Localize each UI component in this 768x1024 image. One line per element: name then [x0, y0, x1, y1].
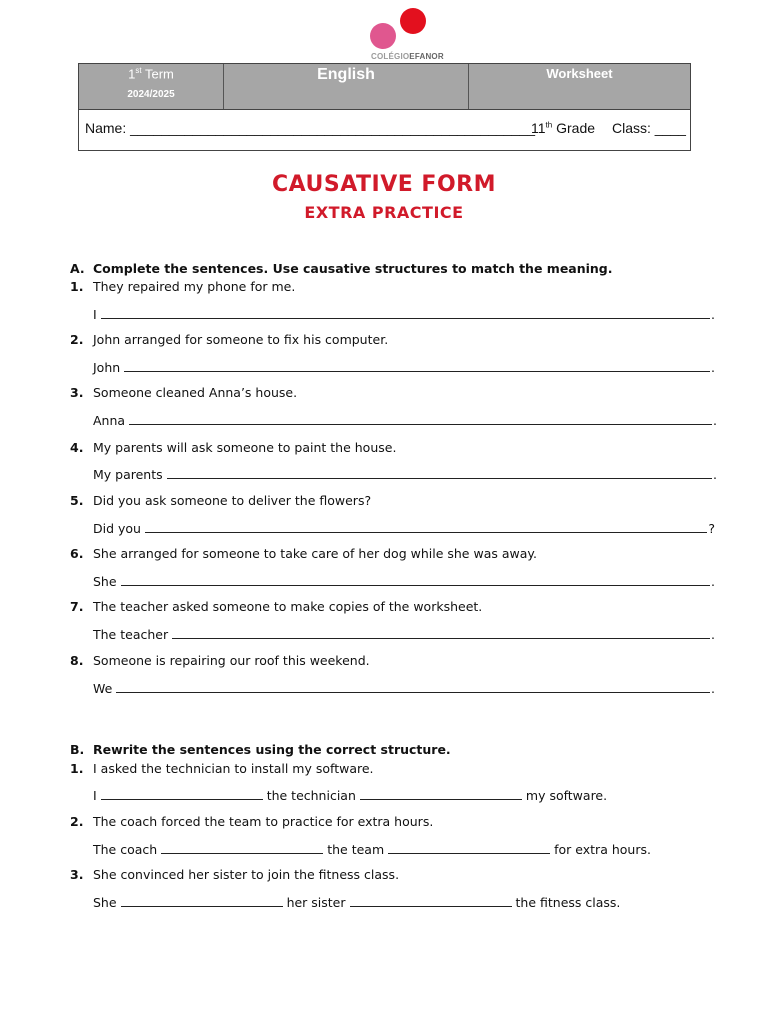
question-a7: 7. The teacher asked someone to make copies of the worksheet.	[70, 599, 483, 614]
header-table	[78, 63, 691, 151]
header-top-row	[79, 64, 690, 110]
answer-line-a3[interactable]: Anna .	[93, 413, 717, 428]
question-a3: 3. Someone cleaned Anna’s house.	[70, 385, 298, 400]
doc-type-label: Worksheet	[546, 66, 613, 81]
question-a5: 5. Did you ask someone to deliver the flowers?	[70, 493, 372, 508]
question-a4: 4. My parents will ask someone to paint the house.	[70, 440, 397, 455]
worksheet-title: CAUSATIVE FORM	[272, 172, 496, 197]
name-field[interactable]: Name: ____________________________________________________	[85, 120, 536, 136]
question-a8: 8. Someone is repairing our roof this weekend.	[70, 653, 370, 668]
school-logo	[368, 6, 448, 64]
school-year: 2024/2025	[127, 89, 175, 100]
question-a1: 1. They repaired my phone for me.	[70, 279, 296, 294]
header-bottom-row	[79, 110, 690, 150]
blank-b1-1[interactable]	[101, 787, 263, 800]
answer-line-a6[interactable]: She .	[93, 574, 715, 589]
answer-line-a4[interactable]: My parents .	[93, 467, 717, 482]
answer-line-a5[interactable]: Did you ?	[93, 521, 715, 536]
class-field[interactable]: Class: ____	[612, 120, 686, 136]
worksheet-subtitle: EXTRA PRACTICE	[304, 203, 464, 222]
answer-line-a7[interactable]: The teacher .	[93, 627, 715, 642]
blank-b3-2[interactable]	[350, 894, 512, 907]
answer-line-b3[interactable]: She her sister the fitness class.	[93, 895, 621, 910]
blank-b1-2[interactable]	[360, 787, 522, 800]
logo-red-circle	[400, 8, 426, 34]
section-b-heading: B. Rewrite the sentences using the correct structure.	[70, 742, 451, 757]
answer-line-a1[interactable]: I .	[93, 307, 715, 322]
term-label: 1st Term	[128, 66, 174, 82]
subject-label: English	[317, 66, 375, 83]
subject-cell	[224, 64, 469, 109]
section-a-heading: A. Complete the sentences. Use causative structures to match the meaning.	[70, 261, 613, 276]
logo-pink-circle	[370, 23, 396, 49]
question-a6: 6. She arranged for someone to take care of her dog while she was away.	[70, 546, 537, 561]
question-b2: 2. The coach forced the team to practice for extra hours.	[70, 814, 434, 829]
question-b1: 1. I asked the technician to install my software.	[70, 761, 374, 776]
term-cell	[79, 64, 224, 109]
blank-b2-2[interactable]	[388, 841, 550, 854]
grade-label: 11th Grade	[531, 120, 596, 136]
answer-line-a8[interactable]: We .	[93, 681, 715, 696]
answer-line-b2[interactable]: The coach the team for extra hours.	[93, 842, 651, 857]
blank-b2-1[interactable]	[161, 841, 323, 854]
answer-line-b1[interactable]: I the technician my software.	[93, 788, 608, 803]
question-b3: 3. She convinced her sister to join the fitness class.	[70, 867, 400, 882]
question-a2: 2. John arranged for someone to fix his computer.	[70, 332, 389, 347]
blank-b3-1[interactable]	[121, 894, 283, 907]
doc-type-cell	[469, 64, 690, 109]
logo-text: COLÉGIOEFANOR	[371, 52, 444, 61]
answer-line-a2[interactable]: John .	[93, 360, 715, 375]
